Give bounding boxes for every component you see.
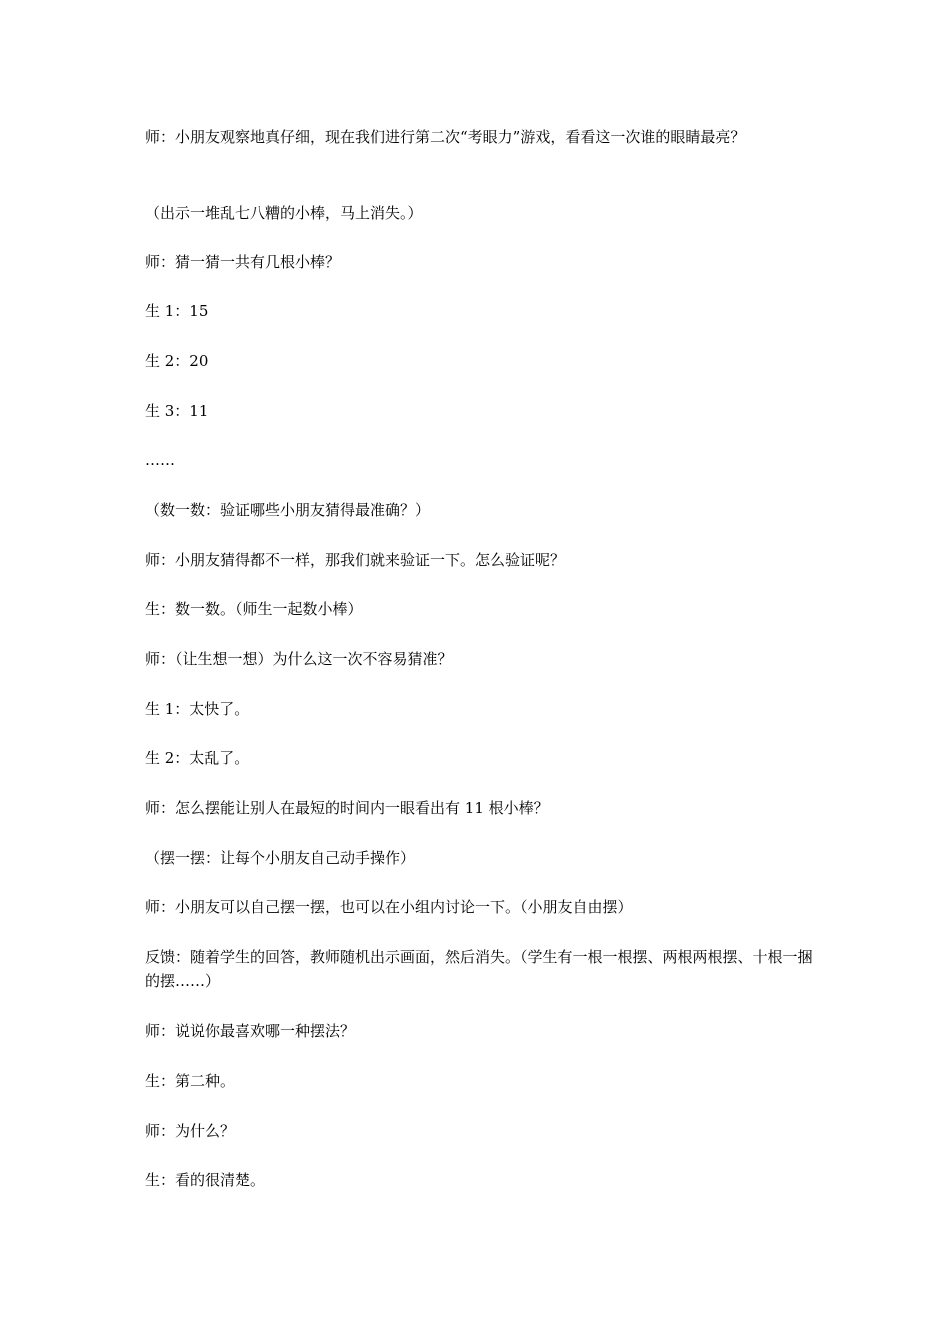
paragraph: 生 1：15 bbox=[145, 302, 209, 320]
paragraph: （出示一堆乱七八糟的小棒，马上消失。） bbox=[145, 204, 423, 222]
paragraph: 师：小朋友可以自己摆一摆，也可以在小组内讨论一下。（小朋友自由摆） bbox=[145, 898, 633, 916]
paragraph: 师：（让生想一想）为什么这一次不容易猜准？ bbox=[145, 650, 453, 668]
paragraph: 师：为什么？ bbox=[145, 1122, 236, 1140]
paragraph: 生：数一数。（师生一起数小棒） bbox=[145, 600, 363, 618]
paragraph: …… bbox=[145, 451, 175, 469]
paragraph: 生 3：11 bbox=[145, 402, 209, 420]
paragraph: 师：小朋友猜得都不一样，那我们就来验证一下。怎么验证呢？ bbox=[145, 551, 566, 569]
paragraph: （数一数：验证哪些小朋友猜得最准确？） bbox=[145, 501, 431, 519]
paragraph: 师：怎么摆能让别人在最短的时间内一眼看出有 11 根小棒？ bbox=[145, 799, 549, 817]
paragraph: 生 1：太快了。 bbox=[145, 700, 250, 718]
paragraph: 生 2：太乱了。 bbox=[145, 749, 250, 767]
paragraph: 生 2：20 bbox=[145, 352, 209, 370]
paragraph: 生：第二种。 bbox=[145, 1072, 236, 1090]
paragraph: 师：小朋友观察地真仔细，现在我们进行第二次“考眼力”游戏，看看这一次谁的眼睛最亮？ bbox=[145, 128, 746, 146]
paragraph: 反馈：随着学生的回答，教师随机出示画面，然后消失。（学生有一根一根摆、两根两根摆、十根一捆的摆……） bbox=[145, 948, 813, 990]
paragraph: 师：猜一猜一共有几根小棒？ bbox=[145, 253, 341, 271]
paragraph: 师：说说你最喜欢哪一种摆法？ bbox=[145, 1022, 356, 1040]
paragraph: （摆一摆：让每个小朋友自己动手操作） bbox=[145, 849, 416, 867]
paragraph: 生：看的很清楚。 bbox=[145, 1171, 266, 1189]
